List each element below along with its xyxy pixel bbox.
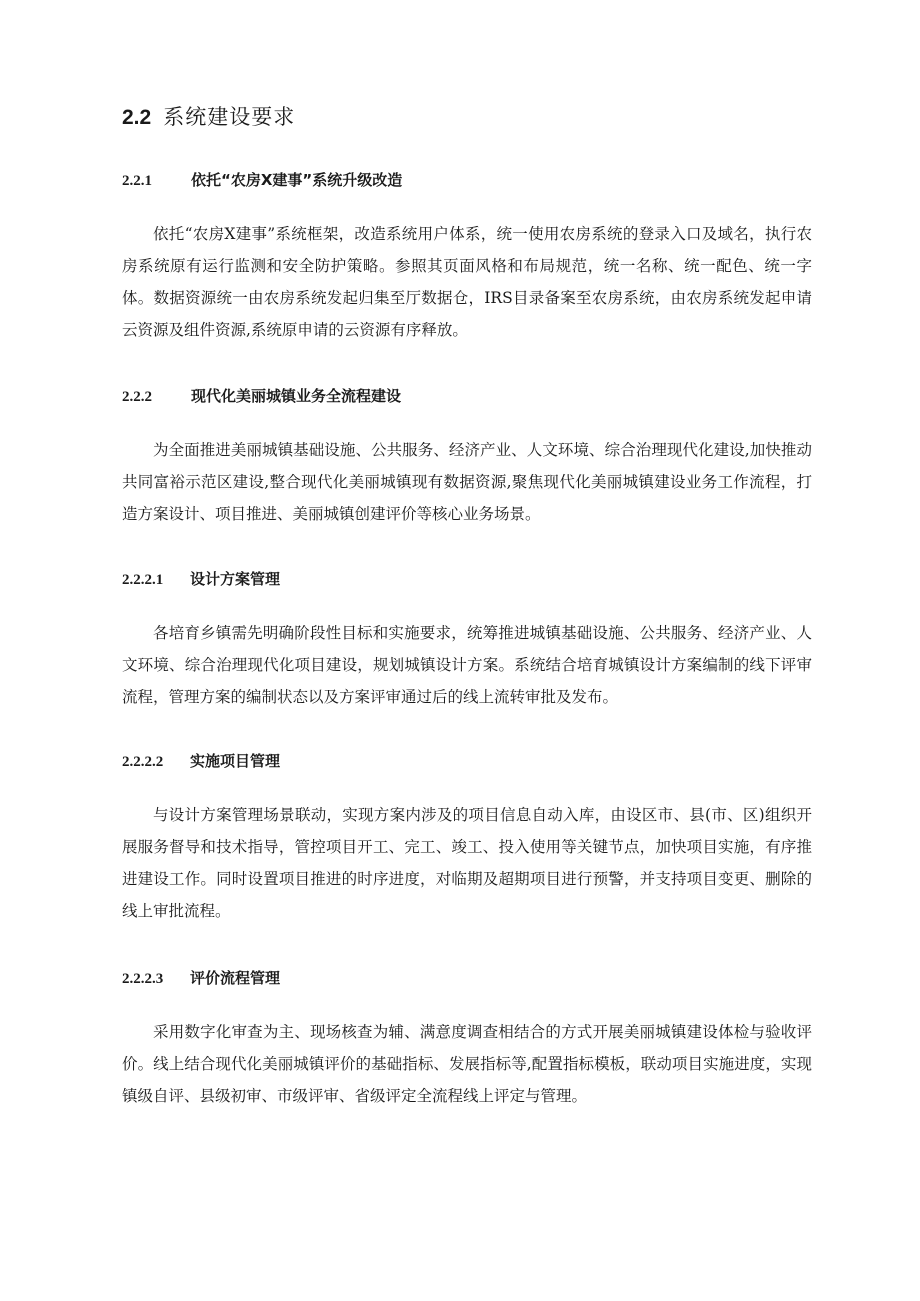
section-number: 2.2.1: [122, 173, 152, 189]
section-title: 依托“农房X建事”系统升级改造: [191, 171, 403, 189]
body-paragraph: 依托“农房X建事”系统框架，改造系统用户体系，统一使用农房系统的登录入口及域名，执行农房系统原有运行监测和安全防护策略。参照其页面风格和布局规范，统一名称、统一配色、统一字体。数据资源统一由农房系统发起归集至厅数据仓，IRS目录备案至农房系统，由农房系统发起申请云资源及组件资源,系统原申请的云资源有序释放。: [122, 225, 812, 339]
body-paragraph: 为全面推进美丽城镇基础设施、公共服务、经济产业、人文环境、综合治理现代化建设,加快推动共同富裕示范区建设,整合现代化美丽城镇现有数据资源,聚焦现代化美丽城镇建设业务工作流程，打造方案设计、项目推进、美丽城镇创建评价等核心业务场景。: [122, 441, 812, 523]
section-title: 现代化美丽城镇业务全流程建设: [191, 387, 402, 405]
body-paragraph: 各培育乡镇需先明确阶段性目标和实施要求，统筹推进城镇基础设施、公共服务、经济产业、人文环境、综合治理现代化项目建设，规划城镇设计方案。系统结合培育城镇设计方案编制的线下评审流程，管理方案的编制状态以及方案评审通过后的线上流转审批及发布。: [122, 624, 812, 706]
section-heading-2-2-2-3: [122, 966, 280, 991]
section-title: 实施项目管理: [190, 752, 281, 770]
section-number: 2.2.2.1: [122, 572, 164, 588]
section-number: 2.2.2: [122, 389, 152, 405]
section-title: 设计方案管理: [190, 570, 281, 588]
body-paragraph: 采用数字化审查为主、现场核查为辅、满意度调查相结合的方式开展美丽城镇建设体检与验收评价。线上结合现代化美丽城镇评价的基础指标、发展指标等,配置指标模板，联动项目实施进度，实现镇级自评、县级初审、市级评审、省级评定全流程线上评定与管理。: [122, 1023, 812, 1105]
section-heading-2-2-2: [122, 384, 401, 409]
section-title: 系统建设要求: [163, 105, 296, 129]
section-heading-2-2-2-1: [122, 567, 280, 592]
section-heading-2-2: [122, 100, 295, 135]
section-number: 2.2.2.2: [122, 754, 164, 770]
section-number: 2.2: [122, 106, 152, 129]
body-paragraph: 与设计方案管理场景联动，实现方案内涉及的项目信息自动入库，由设区市、县(市、区)组织开展服务督导和技术指导，管控项目开工、完工、竣工、投入使用等关键节点，加快项目实施，有序推进建设工作。同时设置项目推进的时序进度，对临期及超期项目进行预警，并支持项目变更、删除的线上审批流程。: [122, 806, 812, 920]
section-title: 评价流程管理: [190, 969, 281, 987]
section-number: 2.2.2.3: [122, 971, 164, 987]
section-heading-2-2-2-2: [122, 749, 280, 774]
section-heading-2-2-1: [122, 168, 402, 193]
